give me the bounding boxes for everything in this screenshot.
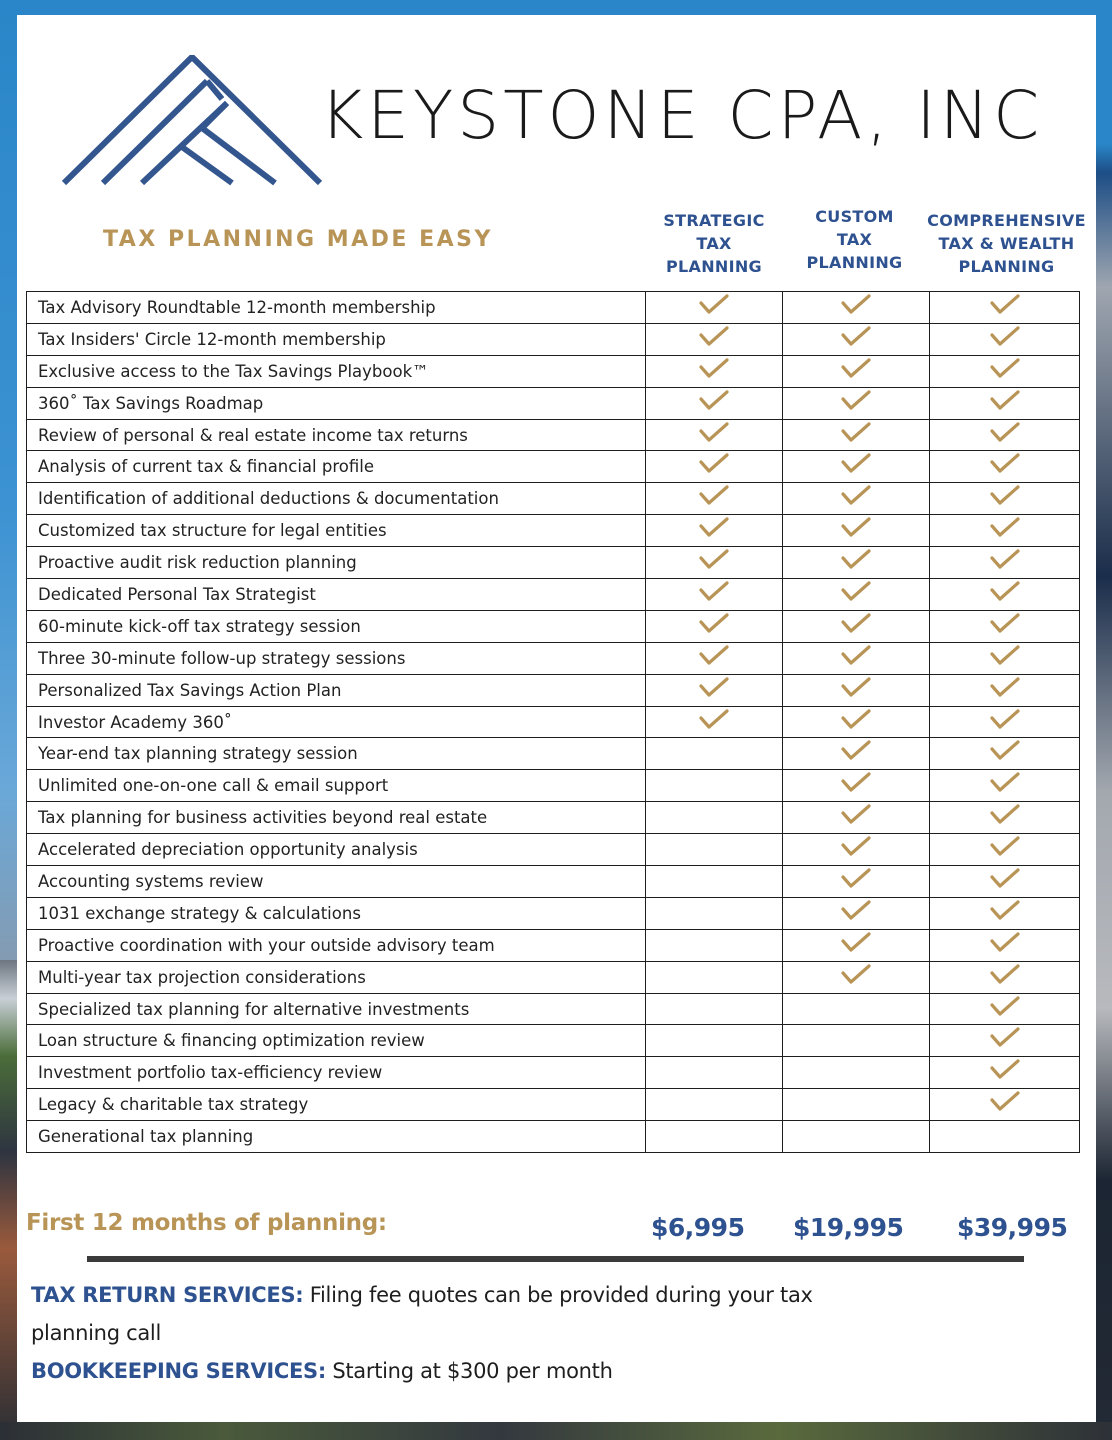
checkmark-icon xyxy=(990,1027,1020,1049)
plan-cell-3 xyxy=(930,866,1080,898)
plan-cell-3 xyxy=(930,929,1080,961)
price-custom: $19,995 xyxy=(793,1213,904,1242)
plan-cell-3 xyxy=(930,738,1080,770)
checkmark-icon xyxy=(841,709,871,731)
company-name: KEYSTONE CPA, INC xyxy=(320,77,1044,154)
table-row xyxy=(27,738,1080,770)
plan-cell-3 xyxy=(930,897,1080,929)
plan-cell-1 xyxy=(646,897,783,929)
table-row xyxy=(27,706,1080,738)
feature-label: Review of personal & real estate income tax returns xyxy=(27,419,646,451)
checkmark-icon xyxy=(841,964,871,986)
plan-cell-3 xyxy=(930,802,1080,834)
plan-cell-2 xyxy=(783,706,930,738)
background-photo-left xyxy=(0,960,17,1440)
checkmark-icon xyxy=(990,804,1020,826)
plan-cell-2 xyxy=(783,292,930,324)
bookkeeping-services-label: BOOKKEEPING SERVICES: xyxy=(31,1359,326,1383)
feature-label: Customized tax structure for legal entities xyxy=(27,515,646,547)
checkmark-icon xyxy=(699,645,729,667)
table-row xyxy=(27,897,1080,929)
checkmark-icon xyxy=(841,453,871,475)
checkmark-icon xyxy=(841,804,871,826)
plan-cell-3 xyxy=(930,1025,1080,1057)
plan-cell-1 xyxy=(646,1025,783,1057)
plan-cell-1 xyxy=(646,483,783,515)
plan-cell-2 xyxy=(783,866,930,898)
feature-label: Specialized tax planning for alternative investments xyxy=(27,993,646,1025)
plan-header-line: TAX xyxy=(696,234,732,253)
plan-cell-2 xyxy=(783,770,930,802)
checkmark-icon xyxy=(990,326,1020,348)
checkmark-icon xyxy=(841,390,871,412)
checkmark-icon xyxy=(990,868,1020,890)
plan-cell-2 xyxy=(783,897,930,929)
checkmark-icon xyxy=(841,517,871,539)
plan-cell-3 xyxy=(930,483,1080,515)
plan-cell-2 xyxy=(783,483,930,515)
plan-cell-3 xyxy=(930,451,1080,483)
checkmark-icon xyxy=(990,1059,1020,1081)
checkmark-icon xyxy=(990,358,1020,380)
checkmark-icon xyxy=(841,358,871,380)
table-row xyxy=(27,642,1080,674)
feature-label: Tax Advisory Roundtable 12-month membership xyxy=(27,292,646,324)
checkmark-icon xyxy=(699,581,729,603)
plan-cell-1 xyxy=(646,451,783,483)
checkmark-icon xyxy=(990,772,1020,794)
checkmark-icon xyxy=(699,549,729,571)
plan-cell-1 xyxy=(646,866,783,898)
plan-cell-1 xyxy=(646,515,783,547)
plan-cell-3 xyxy=(930,961,1080,993)
plan-cell-2 xyxy=(783,515,930,547)
tagline: TAX PLANNING MADE EASY xyxy=(103,227,493,252)
table-row xyxy=(27,1089,1080,1121)
checkmark-icon xyxy=(841,740,871,762)
plan-cell-1 xyxy=(646,355,783,387)
table-row xyxy=(27,961,1080,993)
plan-cell-1 xyxy=(646,993,783,1025)
table-row xyxy=(27,1025,1080,1057)
pricing-sheet xyxy=(17,15,1096,1422)
plan-cell-1 xyxy=(646,579,783,611)
checkmark-icon xyxy=(990,677,1020,699)
checkmark-icon xyxy=(841,772,871,794)
checkmark-icon xyxy=(841,549,871,571)
plan-cell-1 xyxy=(646,292,783,324)
bookkeeping-services-text: Starting at $300 per month xyxy=(325,1359,613,1383)
plan-cell-2 xyxy=(783,802,930,834)
plan-header-line: TAX & WEALTH xyxy=(938,234,1075,253)
feature-label: Investment portfolio tax-efficiency review xyxy=(27,1057,646,1089)
plan-cell-2 xyxy=(783,961,930,993)
feature-label: Year-end tax planning strategy session xyxy=(27,738,646,770)
plan-cell-2 xyxy=(783,674,930,706)
checkmark-icon xyxy=(990,453,1020,475)
plan-cell-3 xyxy=(930,387,1080,419)
plan-cell-1 xyxy=(646,1089,783,1121)
table-row xyxy=(27,515,1080,547)
feature-label: Generational tax planning xyxy=(27,1121,646,1153)
plan-cell-2 xyxy=(783,547,930,579)
background-photo-right xyxy=(1096,0,1112,1440)
checkmark-icon xyxy=(699,390,729,412)
feature-label: Tax planning for business activities beyond real estate xyxy=(27,802,646,834)
checkmark-icon xyxy=(990,740,1020,762)
table-row xyxy=(27,323,1080,355)
checkmark-icon xyxy=(990,932,1020,954)
plan-header-line: PLANNING xyxy=(958,257,1055,276)
checkmark-icon xyxy=(699,294,729,316)
tax-return-services-label: TAX RETURN SERVICES: xyxy=(31,1283,304,1307)
pricing-label: First 12 months of planning: xyxy=(26,1210,387,1236)
checkmark-icon xyxy=(841,581,871,603)
plan-cell-2 xyxy=(783,610,930,642)
plan-cell-2 xyxy=(783,1057,930,1089)
checkmark-icon xyxy=(841,613,871,635)
table-row xyxy=(27,387,1080,419)
feature-label: Accounting systems review xyxy=(27,866,646,898)
feature-label: Multi-year tax projection considerations xyxy=(27,961,646,993)
tax-return-services-text-cont: planning call xyxy=(31,1321,161,1345)
feature-label: Legacy & charitable tax strategy xyxy=(27,1089,646,1121)
feature-label: 1031 exchange strategy & calculations xyxy=(27,897,646,929)
checkmark-icon xyxy=(841,836,871,858)
price-strategic: $6,995 xyxy=(651,1213,745,1242)
checkmark-icon xyxy=(841,422,871,444)
checkmark-icon xyxy=(990,836,1020,858)
plan-cell-2 xyxy=(783,451,930,483)
plan-cell-3 xyxy=(930,1121,1080,1153)
checkmark-icon xyxy=(841,485,871,507)
plan-cell-2 xyxy=(783,1089,930,1121)
checkmark-icon xyxy=(699,677,729,699)
plan-cell-3 xyxy=(930,674,1080,706)
feature-label: Exclusive access to the Tax Savings Playbook™ xyxy=(27,355,646,387)
checkmark-icon xyxy=(841,294,871,316)
table-row xyxy=(27,802,1080,834)
checkmark-icon xyxy=(990,390,1020,412)
plan-cell-1 xyxy=(646,1121,783,1153)
plan-header-line: TAX xyxy=(836,230,873,249)
table-row xyxy=(27,929,1080,961)
plan-cell-3 xyxy=(930,355,1080,387)
checkmark-icon xyxy=(699,453,729,475)
table-row xyxy=(27,866,1080,898)
table-row xyxy=(27,483,1080,515)
checkmark-icon xyxy=(841,868,871,890)
plan-cell-3 xyxy=(930,642,1080,674)
checkmark-icon xyxy=(841,326,871,348)
plan-header-line: STRATEGIC xyxy=(663,211,765,230)
plan-cell-2 xyxy=(783,993,930,1025)
checkmark-icon xyxy=(699,485,729,507)
checkmark-icon xyxy=(990,613,1020,635)
feature-label: Accelerated depreciation opportunity analysis xyxy=(27,834,646,866)
plan-cell-2 xyxy=(783,929,930,961)
plan-cell-2 xyxy=(783,387,930,419)
background-photo-bottom xyxy=(0,1422,1112,1440)
checkmark-icon xyxy=(699,358,729,380)
checkmark-icon xyxy=(990,996,1020,1018)
table-row xyxy=(27,993,1080,1025)
table-row xyxy=(27,292,1080,324)
section-divider xyxy=(87,1256,1024,1262)
plan-cell-1 xyxy=(646,387,783,419)
price-comprehensive: $39,995 xyxy=(957,1213,1068,1242)
plan-cell-1 xyxy=(646,961,783,993)
feature-label: Proactive audit risk reduction planning xyxy=(27,547,646,579)
plan-cell-3 xyxy=(930,610,1080,642)
plan-cell-1 xyxy=(646,706,783,738)
plan-cell-3 xyxy=(930,419,1080,451)
checkmark-icon xyxy=(699,326,729,348)
plan-cell-2 xyxy=(783,642,930,674)
feature-label: Investor Academy 360˚ xyxy=(27,706,646,738)
table-row xyxy=(27,610,1080,642)
plan-header-line: PLANNING xyxy=(806,253,903,272)
plan-cell-3 xyxy=(930,770,1080,802)
plan-cell-3 xyxy=(930,323,1080,355)
plan-cell-3 xyxy=(930,834,1080,866)
plan-cell-1 xyxy=(646,323,783,355)
plan-cell-2 xyxy=(783,1121,930,1153)
checkmark-icon xyxy=(990,549,1020,571)
plan-cell-1 xyxy=(646,610,783,642)
plan-cell-1 xyxy=(646,547,783,579)
plan-cell-1 xyxy=(646,738,783,770)
checkmark-icon xyxy=(990,900,1020,922)
feature-label: Unlimited one-on-one call & email support xyxy=(27,770,646,802)
plan-cell-2 xyxy=(783,834,930,866)
checkmark-icon xyxy=(990,645,1020,667)
feature-label: Tax Insiders' Circle 12-month membership xyxy=(27,323,646,355)
table-row xyxy=(27,1121,1080,1153)
table-row xyxy=(27,834,1080,866)
table-row xyxy=(27,579,1080,611)
checkmark-icon xyxy=(699,709,729,731)
plan-cell-2 xyxy=(783,419,930,451)
feature-label: Loan structure & financing optimization review xyxy=(27,1025,646,1057)
feature-label: 360˚ Tax Savings Roadmap xyxy=(27,387,646,419)
plan-cell-1 xyxy=(646,929,783,961)
plan-cell-1 xyxy=(646,770,783,802)
plan-cell-1 xyxy=(646,419,783,451)
plan-header-custom xyxy=(782,205,927,274)
plan-header-line: PLANNING xyxy=(666,257,762,276)
plan-cell-3 xyxy=(930,547,1080,579)
plan-cell-3 xyxy=(930,1089,1080,1121)
plan-cell-1 xyxy=(646,1057,783,1089)
plan-cell-3 xyxy=(930,515,1080,547)
checkmark-icon xyxy=(699,422,729,444)
table-row xyxy=(27,770,1080,802)
checkmark-icon xyxy=(841,677,871,699)
feature-label: Identification of additional deductions & documentation xyxy=(27,483,646,515)
plan-cell-3 xyxy=(930,579,1080,611)
feature-label: Personalized Tax Savings Action Plan xyxy=(27,674,646,706)
feature-label: Dedicated Personal Tax Strategist xyxy=(27,579,646,611)
tax-return-services-note xyxy=(31,1283,813,1307)
table-row xyxy=(27,419,1080,451)
roof-lines-logo-icon xyxy=(62,55,324,187)
checkmark-icon xyxy=(990,517,1020,539)
plan-cell-2 xyxy=(783,579,930,611)
feature-label: Three 30-minute follow-up strategy sessions xyxy=(27,642,646,674)
checkmark-icon xyxy=(841,900,871,922)
table-row xyxy=(27,547,1080,579)
feature-table-body xyxy=(27,292,1080,1153)
checkmark-icon xyxy=(990,581,1020,603)
plan-header-strategic xyxy=(644,209,784,278)
plan-cell-2 xyxy=(783,355,930,387)
plan-cell-2 xyxy=(783,1025,930,1057)
table-row xyxy=(27,355,1080,387)
plan-header-comprehensive xyxy=(924,209,1089,278)
table-row xyxy=(27,674,1080,706)
feature-comparison-table xyxy=(26,291,1080,1153)
feature-label: 60-minute kick-off tax strategy session xyxy=(27,610,646,642)
checkmark-icon xyxy=(841,645,871,667)
checkmark-icon xyxy=(699,517,729,539)
plan-cell-1 xyxy=(646,642,783,674)
table-row xyxy=(27,451,1080,483)
plan-cell-3 xyxy=(930,292,1080,324)
checkmark-icon xyxy=(990,294,1020,316)
checkmark-icon xyxy=(841,932,871,954)
feature-label: Proactive coordination with your outside advisory team xyxy=(27,929,646,961)
plan-cell-2 xyxy=(783,323,930,355)
plan-cell-3 xyxy=(930,706,1080,738)
tax-return-services-text: Filing fee quotes can be provided during your tax xyxy=(303,1283,813,1307)
plan-cell-2 xyxy=(783,738,930,770)
feature-label: Analysis of current tax & financial profile xyxy=(27,451,646,483)
checkmark-icon xyxy=(990,964,1020,986)
plan-header-line: CUSTOM xyxy=(815,207,894,226)
plan-cell-1 xyxy=(646,802,783,834)
checkmark-icon xyxy=(990,485,1020,507)
checkmark-icon xyxy=(990,709,1020,731)
checkmark-icon xyxy=(990,1091,1020,1113)
bookkeeping-services-note xyxy=(31,1359,613,1383)
plan-header-line: COMPREHENSIVE xyxy=(927,211,1086,230)
plan-cell-3 xyxy=(930,993,1080,1025)
plan-cell-3 xyxy=(930,1057,1080,1089)
table-row xyxy=(27,1057,1080,1089)
checkmark-icon xyxy=(990,422,1020,444)
checkmark-icon xyxy=(699,613,729,635)
plan-cell-1 xyxy=(646,674,783,706)
plan-cell-1 xyxy=(646,834,783,866)
tax-return-services-note-cont xyxy=(31,1321,161,1345)
